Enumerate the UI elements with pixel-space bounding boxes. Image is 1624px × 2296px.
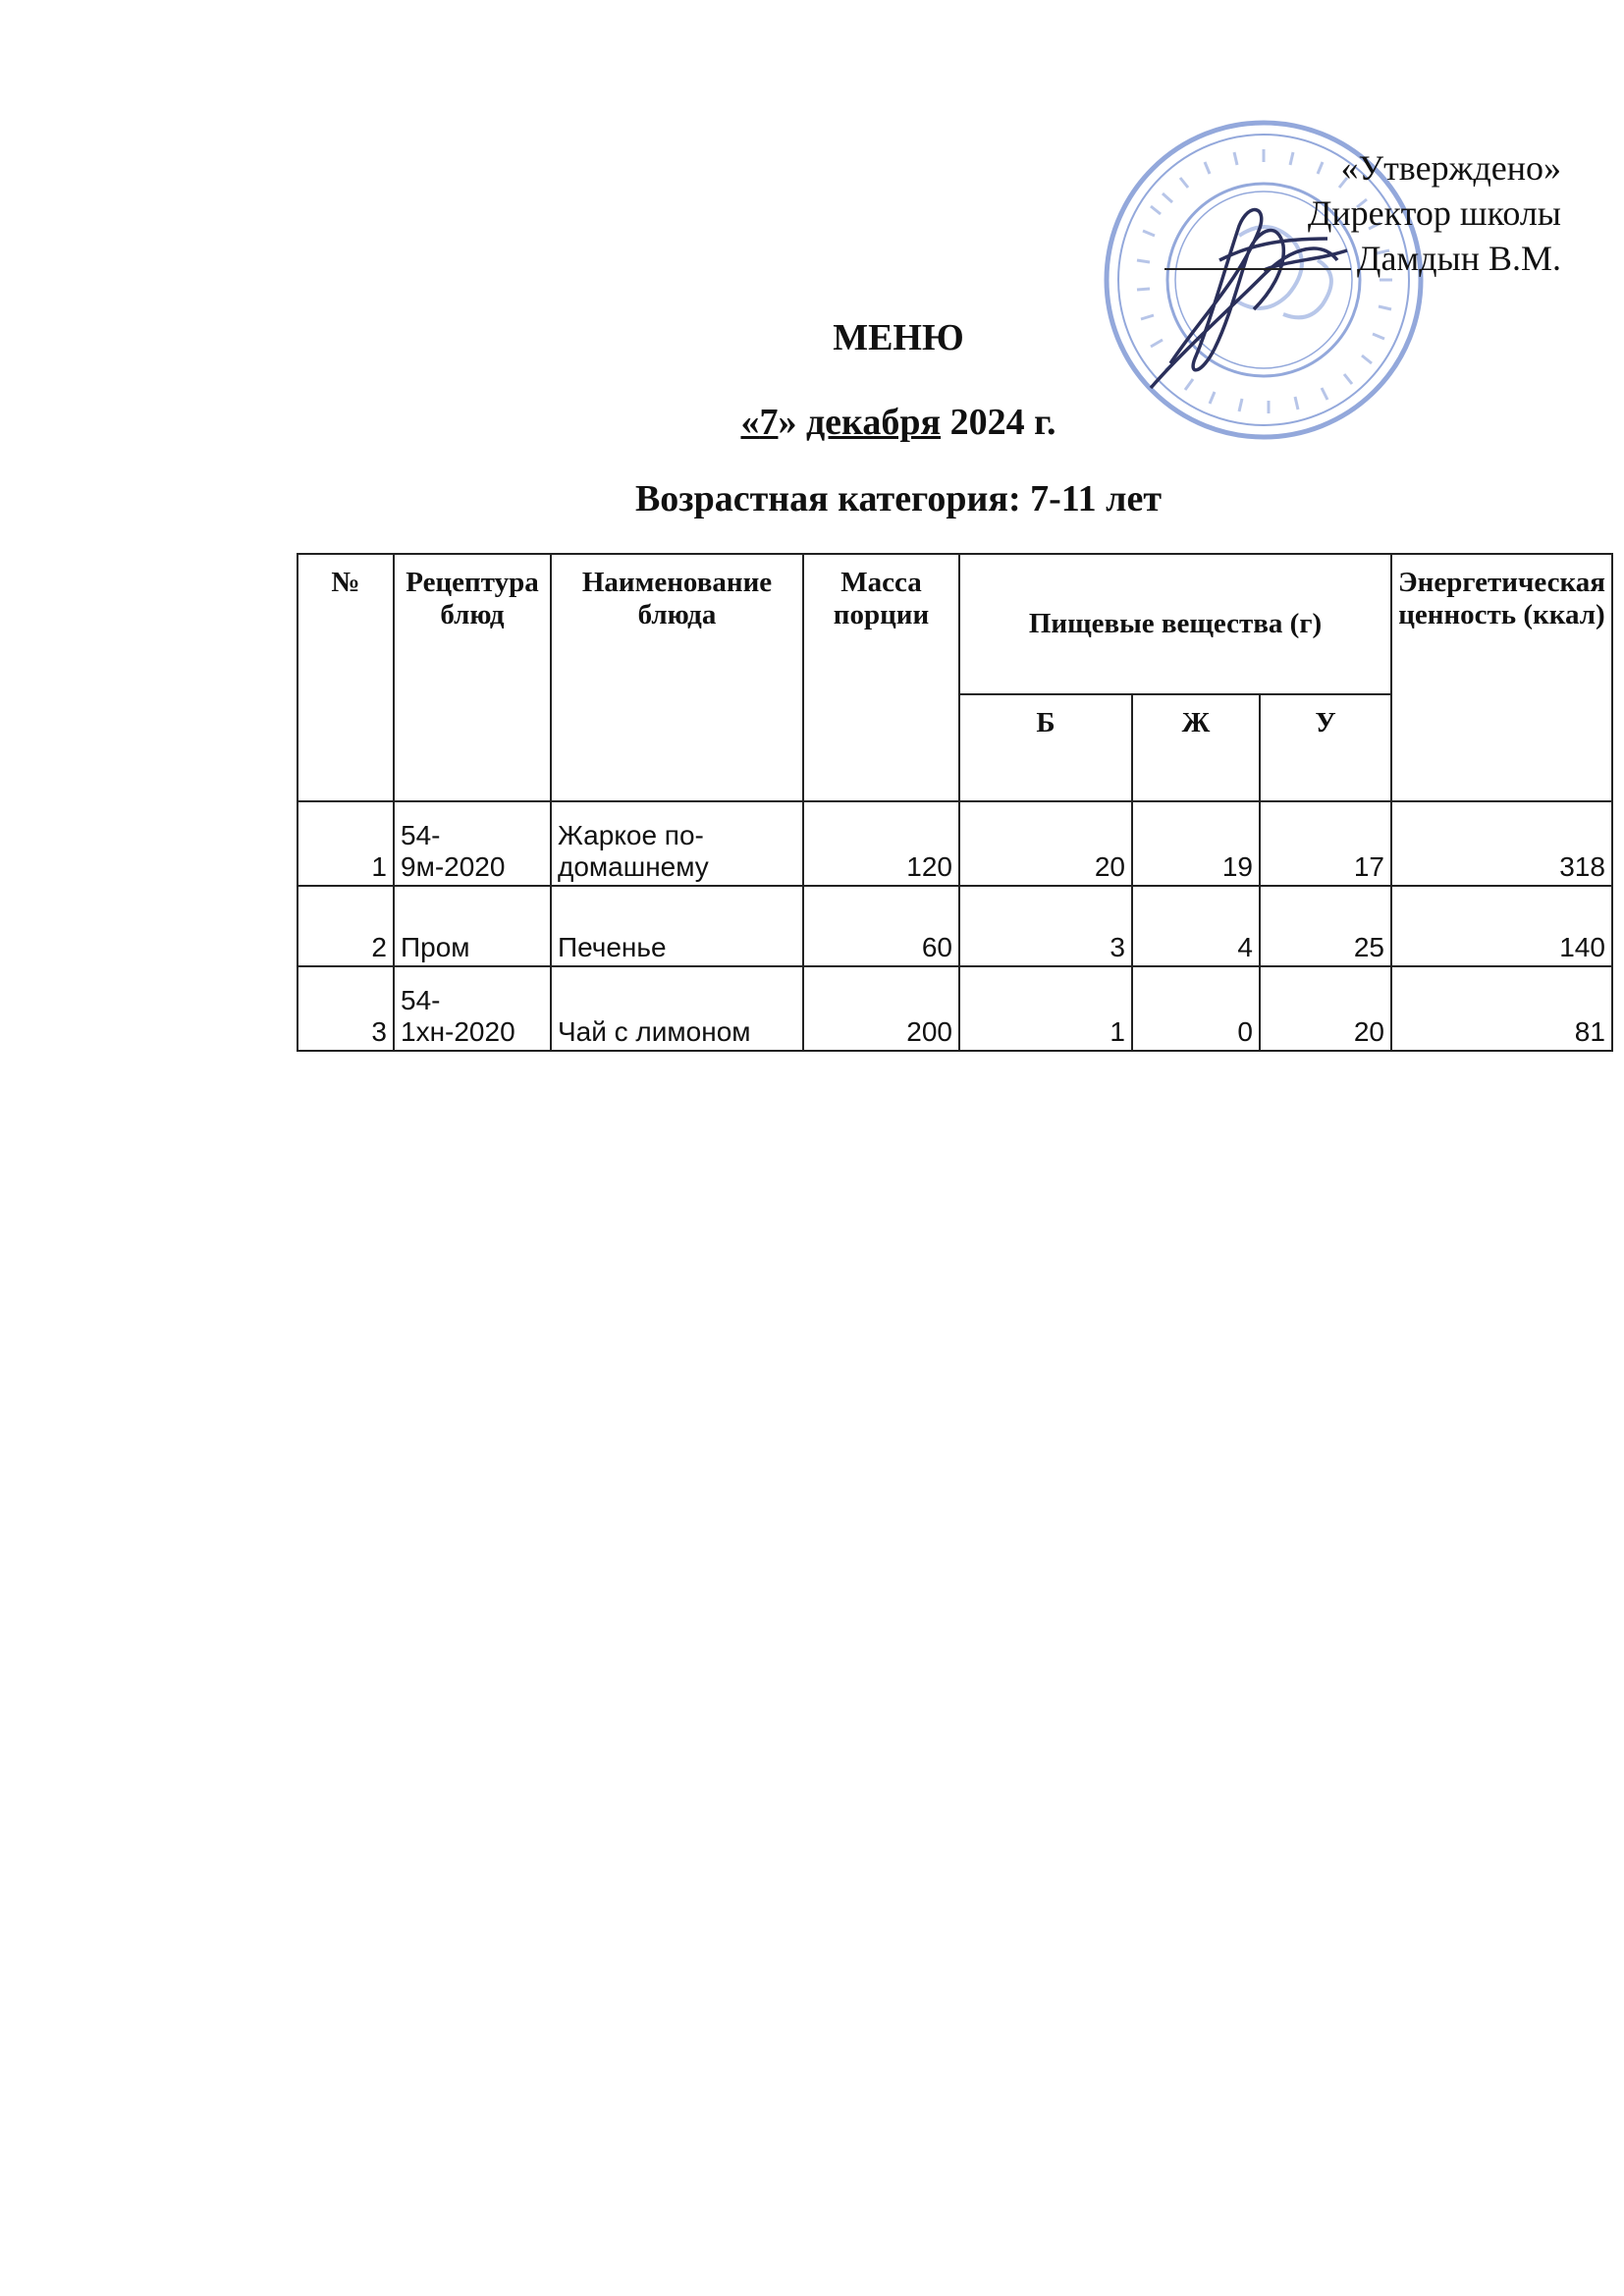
document-title: МЕНЮ [833, 317, 964, 358]
header-num: № [298, 554, 394, 801]
cell-num: 3 [298, 966, 394, 1051]
header-recipe: Рецептура блюд [394, 554, 551, 801]
cell-mass: 120 [803, 801, 959, 886]
cell-recipe: Пром [394, 886, 551, 966]
cell-protein: 3 [959, 886, 1132, 966]
header-energy: Энергетическая ценность (ккал) [1391, 554, 1612, 801]
cell-protein: 20 [959, 801, 1132, 886]
age-category: Возрастная категория: 7-11 лет [634, 478, 1163, 519]
cell-dish: Печенье [551, 886, 803, 966]
cell-recipe: 54-1хн-2020 [394, 966, 551, 1051]
menu-date [0, 401, 1624, 444]
cell-num: 2 [298, 886, 394, 966]
table-row [298, 801, 1612, 886]
date-day: 7 [759, 402, 779, 443]
date-open-quote: « [740, 402, 760, 443]
cell-fat: 19 [1132, 801, 1260, 886]
cell-fat: 0 [1132, 966, 1260, 1051]
header-mass: Масса порции [803, 554, 959, 801]
cell-mass: 200 [803, 966, 959, 1051]
header-dish: Наименование блюда [551, 554, 803, 801]
cell-carbs: 17 [1260, 801, 1391, 886]
cell-dish: Чай с лимоном [551, 966, 803, 1051]
header-carbs: У [1260, 694, 1391, 801]
cell-fat: 4 [1132, 886, 1260, 966]
table-row [298, 886, 1612, 966]
cell-carbs: 25 [1260, 886, 1391, 966]
director-name: Дамдын В.М. [1356, 239, 1561, 278]
cell-energy: 81 [1391, 966, 1612, 1051]
menu-table [297, 553, 1613, 1052]
signature-underline [1164, 268, 1351, 270]
cell-energy: 318 [1391, 801, 1612, 886]
cell-carbs: 20 [1260, 966, 1391, 1051]
header-fat: Ж [1132, 694, 1260, 801]
cell-num: 1 [298, 801, 394, 886]
approval-block [1139, 145, 1561, 281]
table-row [298, 966, 1612, 1051]
header-protein: Б [959, 694, 1132, 801]
cell-recipe: 54-9м-2020 [394, 801, 551, 886]
director-signature-line [1139, 236, 1561, 281]
header-nutrients: Пищевые вещества (г) [959, 554, 1391, 694]
cell-mass: 60 [803, 886, 959, 966]
date-close-quote: » [778, 402, 797, 443]
date-year: 2024 г. [949, 402, 1056, 443]
cell-energy: 140 [1391, 886, 1612, 966]
approved-label: «Утверждено» [1340, 148, 1561, 188]
cell-protein: 1 [959, 966, 1132, 1051]
date-month: декабря [805, 402, 942, 443]
table-header-row [298, 554, 1612, 694]
cell-dish: Жаркое по-домашнему [551, 801, 803, 886]
director-position: Директор школы [1307, 193, 1561, 233]
